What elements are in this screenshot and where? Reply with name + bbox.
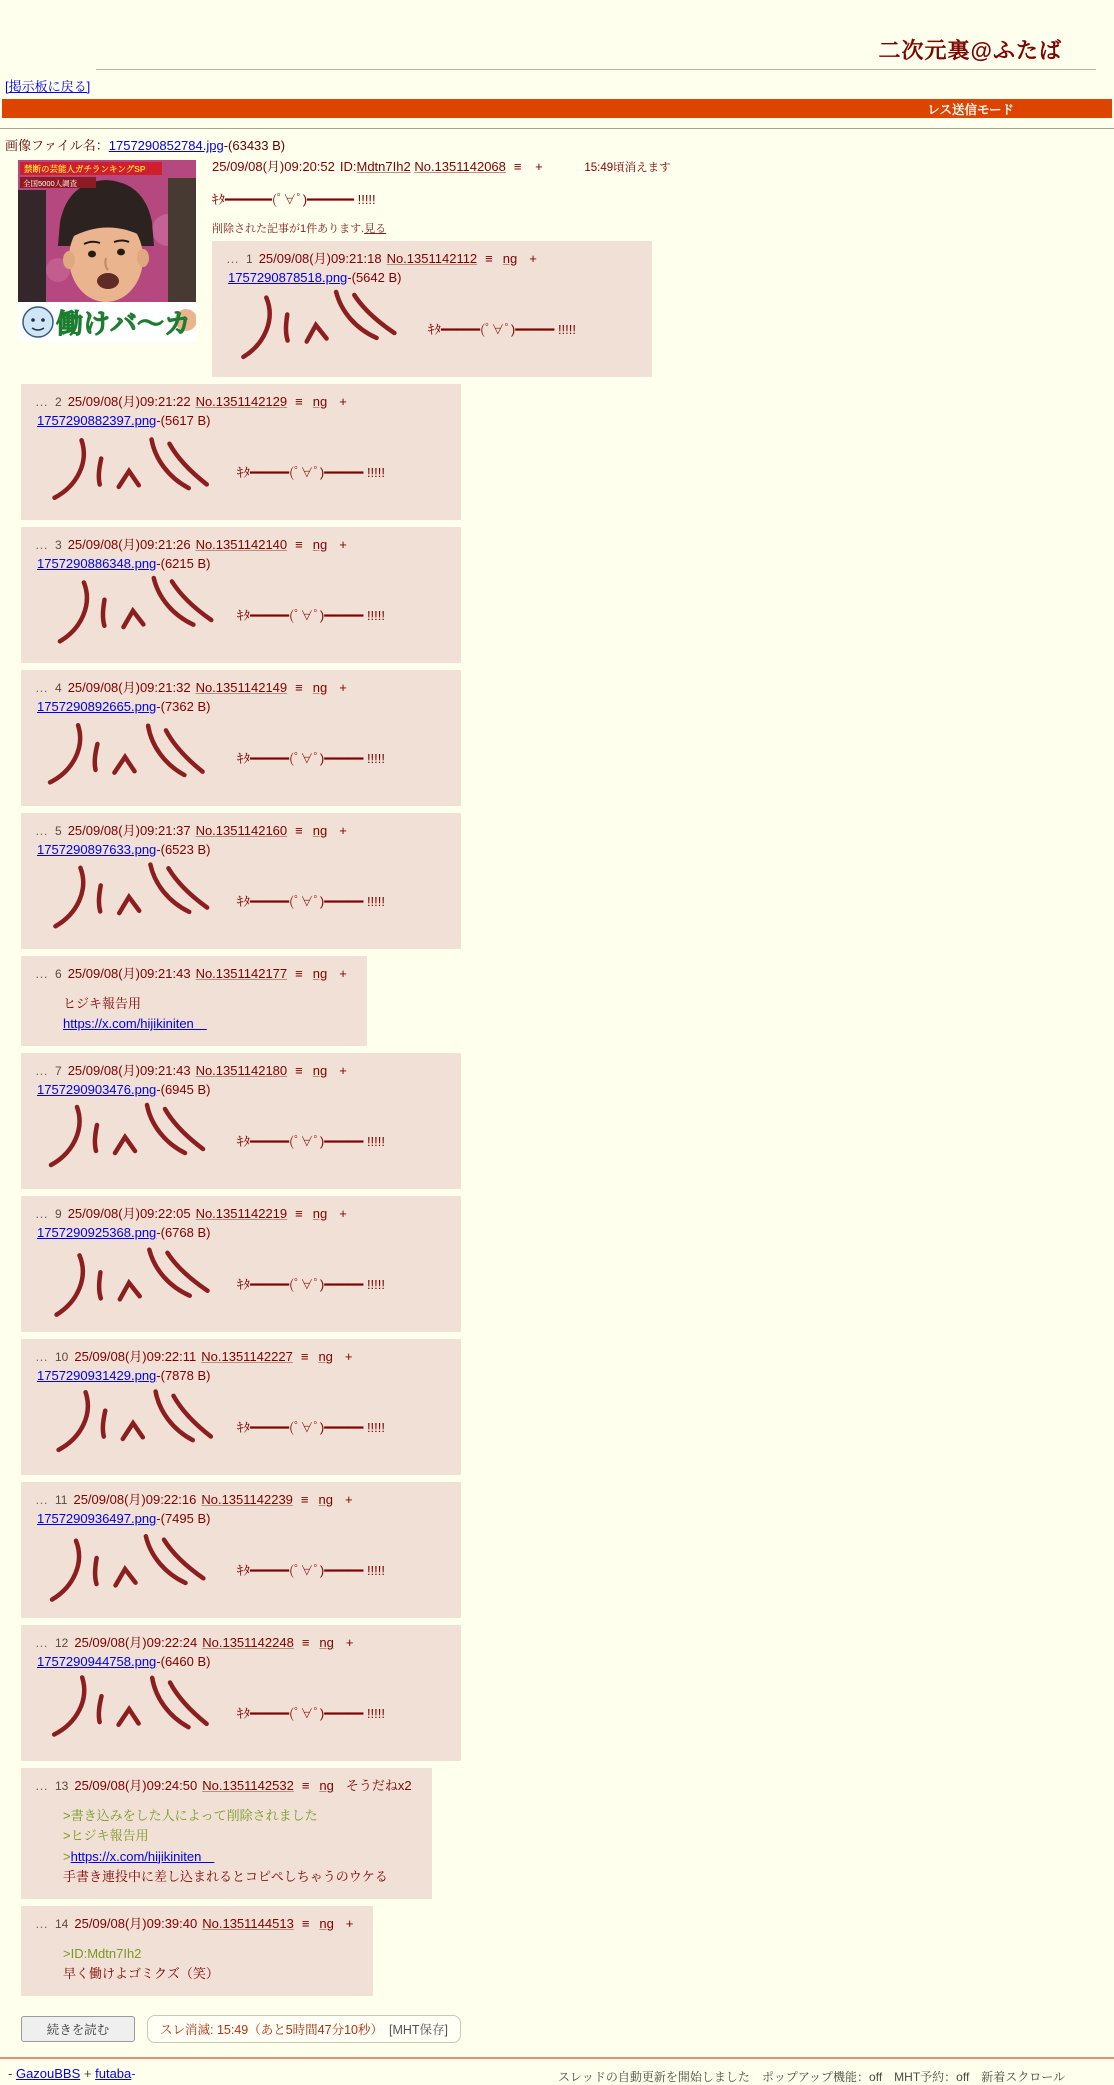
ng-button[interactable]: ng xyxy=(312,1063,328,1079)
sodane-button[interactable]: + xyxy=(345,1635,354,1651)
thumb-banner-text: 禁断の芸能人ガチランキングSP xyxy=(24,164,146,174)
reply-media xyxy=(27,1671,451,1753)
ng-button[interactable]: ng xyxy=(318,1349,333,1365)
ng-button[interactable]: ng xyxy=(312,1206,328,1222)
reply-file-line xyxy=(37,842,451,857)
reply-file-link[interactable]: 1757290944758.png xyxy=(37,1654,157,1670)
sodane-button[interactable]: + xyxy=(339,537,347,552)
reply-post-number[interactable]: No.1351142239 xyxy=(201,1492,293,1508)
ng-button[interactable]: ng xyxy=(319,1915,334,1931)
reply-body xyxy=(63,1944,363,1984)
reply-file-link[interactable]: 1757290897633.png xyxy=(37,842,157,857)
reply-post-header xyxy=(33,1346,451,1365)
reply-body xyxy=(63,1806,422,1887)
reply-file-line xyxy=(37,413,451,428)
post-menu-dots[interactable]: … xyxy=(35,394,48,409)
status-text: スレッドの自動更新を開始しました ポップアップ機能：off MHT予約：off 新着スクロール xyxy=(558,2070,1066,2085)
reply-comment: ｷﾀ━━━━━(ﾟ∀ﾟ)━━━━━ !!!!! xyxy=(237,1562,385,1578)
reply-file-size: -(6945 B) xyxy=(156,1082,211,1098)
reply-post xyxy=(21,1482,461,1618)
reply-post xyxy=(212,241,652,377)
reply-file-link[interactable]: 1757290936497.png xyxy=(37,1511,157,1527)
reply-row xyxy=(21,1768,1114,1899)
reply-post-number[interactable]: No.1351142177 xyxy=(195,966,288,981)
reply-body-line xyxy=(63,1847,422,1867)
reply-comment: ｷﾀ━━━━━(ﾟ∀ﾟ)━━━━━ !!!!! xyxy=(237,1705,385,1721)
reply-file-link[interactable]: 1757290892665.png xyxy=(37,699,157,714)
reply-number: 1 xyxy=(246,252,253,266)
ng-button[interactable]: ng xyxy=(312,537,328,552)
reply-file-line xyxy=(37,1654,451,1669)
bottom-bar xyxy=(0,2063,1114,2085)
reply-datetime: 25/09/08(月)09:22:24 xyxy=(74,1635,198,1651)
sodane-button[interactable]: + xyxy=(339,1206,347,1222)
page-title: 二次元裏@ふたば xyxy=(878,38,1062,63)
post-menu-icon[interactable]: ≡ xyxy=(301,1635,310,1651)
quote-text: >ヒジキ報告用 xyxy=(63,1828,149,1844)
reply-body-line xyxy=(63,1867,422,1887)
op-thumbnail-image xyxy=(18,160,196,342)
reply-number: 10 xyxy=(55,1350,69,1365)
reply-comment: ｷﾀ━━━━━(ﾟ∀ﾟ)━━━━━ !!!!! xyxy=(237,893,385,909)
ng-button[interactable]: ng xyxy=(318,1492,333,1508)
reply-file-line xyxy=(37,556,451,571)
reply-number: 4 xyxy=(55,681,62,695)
sodane-button[interactable]: + xyxy=(339,1063,347,1079)
sodane-button[interactable]: + xyxy=(339,966,347,981)
reply-post xyxy=(21,1196,461,1332)
post-menu-icon[interactable]: ≡ xyxy=(301,1778,310,1794)
body-link[interactable]: https://x.com/hijikiniten xyxy=(63,1016,207,1032)
thread-op xyxy=(5,156,1114,2003)
post-menu-icon[interactable]: ≡ xyxy=(295,966,303,981)
reply-file-line xyxy=(37,1225,451,1240)
reply-row xyxy=(21,1053,1114,1189)
reply-post-number[interactable]: No.1351142112 xyxy=(386,251,478,266)
reply-number: 7 xyxy=(55,1064,62,1079)
futaba-link[interactable]: futaba xyxy=(95,2066,132,2082)
reply-row xyxy=(21,1339,1114,1475)
reply-file-size: -(5617 B) xyxy=(156,413,211,428)
reply-body-line xyxy=(63,994,357,1014)
ng-button[interactable]: ng xyxy=(502,251,518,266)
reply-post-header xyxy=(33,391,451,410)
handdrawn-kita-image[interactable] xyxy=(27,573,225,655)
thread-expire-box xyxy=(147,2015,461,2043)
reply-post xyxy=(21,1625,461,1761)
quote-text: >書き込みをした人によって削除されました xyxy=(63,1808,318,1824)
reply-file-size: -(7362 B) xyxy=(156,699,211,714)
op-file-link[interactable]: 1757290852784.jpg xyxy=(108,138,224,153)
reply-post-header xyxy=(33,677,451,696)
reply-file-size: -(5642 B) xyxy=(347,270,402,285)
reply-post xyxy=(21,527,461,663)
reply-media xyxy=(27,573,451,655)
ng-button[interactable]: ng xyxy=(312,680,328,695)
reply-post-number[interactable]: No.1351142149 xyxy=(195,680,288,695)
op-datetime: 25/09/08(月)09:20:52 xyxy=(212,159,335,174)
reply-file-line xyxy=(228,270,642,285)
mht-save-link[interactable]: [MHT保存] xyxy=(389,2023,449,2038)
op-file-line xyxy=(5,135,1114,154)
reply-file-line xyxy=(37,1082,451,1097)
reply-number: 3 xyxy=(55,538,62,552)
reply-file-link[interactable]: 1757290931429.png xyxy=(37,1368,157,1384)
reply-text: 早く働けよゴミクズ（笑） xyxy=(63,1965,219,1981)
deleted-view-link[interactable]: 見る xyxy=(364,223,387,235)
handdrawn-kita-image[interactable] xyxy=(27,1528,225,1610)
sodane-button[interactable]: + xyxy=(344,1349,353,1365)
reply-post-number[interactable]: No.1351144513 xyxy=(202,1915,294,1931)
post-menu-icon[interactable]: ≡ xyxy=(301,1915,310,1931)
post-menu-icon[interactable]: ≡ xyxy=(295,1063,303,1079)
reply-file-size: -(6768 B) xyxy=(156,1225,211,1241)
post-menu-dots[interactable]: … xyxy=(35,823,48,838)
handdrawn-kita-image[interactable] xyxy=(218,287,416,369)
thumb-banner2-text: 全国5000人調査 xyxy=(23,179,78,188)
reply-media xyxy=(27,716,451,798)
file-label: 画像ファイル名： xyxy=(5,138,109,153)
op-post-number[interactable]: No.1351142068 xyxy=(414,159,506,174)
reply-file-link[interactable]: 1757290925368.png xyxy=(37,1225,157,1241)
post-menu-icon[interactable]: ≡ xyxy=(300,1349,309,1365)
reply-comment: ｷﾀ━━━━━(ﾟ∀ﾟ)━━━━━ !!!!! xyxy=(237,607,385,623)
post-menu-icon[interactable]: ≡ xyxy=(295,680,303,695)
header-divider xyxy=(0,128,1114,129)
reply-file-link[interactable]: 1757290903476.png xyxy=(37,1082,157,1098)
reply-number: 11 xyxy=(55,1493,68,1508)
reply-number: 14 xyxy=(55,1916,69,1931)
reply-comment: ｷﾀ━━━━━(ﾟ∀ﾟ)━━━━━ !!!!! xyxy=(237,1419,385,1435)
reply-row xyxy=(21,1482,1114,1618)
ng-button[interactable]: ng xyxy=(319,1778,334,1794)
reply-row xyxy=(21,1196,1114,1332)
reply-datetime: 25/09/08(月)09:21:26 xyxy=(67,537,191,552)
reply-post-header xyxy=(224,248,642,267)
reply-post-number[interactable]: No.1351142248 xyxy=(202,1635,294,1651)
reply-post-number[interactable]: No.1351142129 xyxy=(195,394,288,409)
reply-file-size: -(6460 B) xyxy=(156,1654,211,1670)
reply-datetime: 25/09/08(月)09:21:43 xyxy=(67,966,191,981)
plus-separator: + xyxy=(80,2066,96,2082)
reply-mode-label: レス送信モード xyxy=(927,103,1014,117)
post-menu-dots[interactable]: … xyxy=(35,1349,48,1365)
reply-comment: ｷﾀ━━━━━(ﾟ∀ﾟ)━━━━━ !!!!! xyxy=(237,750,385,766)
dash-text: - xyxy=(8,2066,16,2082)
thread-expire-text: スレ消滅: 15:49（あと5時間47分10秒） xyxy=(160,2023,383,2038)
reply-comment: ｷﾀ━━━━━(ﾟ∀ﾟ)━━━━━ !!!!! xyxy=(237,1133,385,1149)
reply-number: 9 xyxy=(55,1207,62,1222)
reply-post-header xyxy=(33,1489,451,1508)
reply-post xyxy=(21,813,461,949)
post-menu-dots[interactable]: … xyxy=(35,966,48,981)
post-menu-icon[interactable]: ≡ xyxy=(295,537,303,552)
sodane-button[interactable]: + xyxy=(344,1492,353,1508)
sodane-button[interactable]: + xyxy=(345,1915,354,1931)
reply-number: 6 xyxy=(55,967,62,981)
reply-datetime: 25/09/08(月)09:24:50 xyxy=(74,1778,198,1794)
reply-file-line xyxy=(37,1368,451,1383)
reply-row xyxy=(21,956,1114,1046)
op-file-size: -(63433 B) xyxy=(223,138,286,153)
reply-media xyxy=(27,1242,451,1324)
ng-button[interactable]: ng xyxy=(312,966,328,981)
reply-post-header xyxy=(33,1203,451,1222)
ng-button[interactable]: ng xyxy=(312,394,328,409)
handdrawn-kita-image[interactable] xyxy=(27,1671,225,1753)
reply-post-number[interactable]: No.1351142160 xyxy=(195,823,288,838)
reply-file-size: -(7878 B) xyxy=(156,1368,211,1384)
post-menu-icon[interactable]: ≡ xyxy=(295,1206,303,1222)
gazoubbs-link[interactable]: GazouBBS xyxy=(15,2066,81,2082)
reply-row xyxy=(21,527,1114,663)
reply-datetime: 25/09/08(月)09:39:40 xyxy=(74,1915,198,1931)
post-menu-dots[interactable]: … xyxy=(226,251,239,266)
reply-row xyxy=(21,1906,1114,1996)
reply-post xyxy=(21,1053,461,1189)
reply-row xyxy=(21,1625,1114,1761)
post-menu-dots[interactable]: … xyxy=(35,680,48,695)
reply-datetime: 25/09/08(月)09:21:18 xyxy=(258,251,382,266)
reply-datetime: 25/09/08(月)09:21:32 xyxy=(67,680,191,695)
post-menu-dots[interactable]: … xyxy=(35,1635,48,1651)
reply-body-line xyxy=(63,1014,357,1034)
reply-text: 手書き連投中に差し込まれるとコピペしちゃうのウケる xyxy=(63,1868,388,1884)
reply-media xyxy=(27,1099,451,1181)
sodane-button[interactable]: そうだねx2 xyxy=(345,1778,412,1794)
reply-file-link[interactable]: 1757290882397.png xyxy=(37,413,157,428)
op-id-label: ID: xyxy=(339,159,357,174)
reply-post-header xyxy=(33,1632,451,1651)
sodane-button[interactable]: + xyxy=(535,159,543,174)
post-menu-icon[interactable]: ≡ xyxy=(295,394,303,409)
title-divider xyxy=(96,69,1096,70)
footer-divider xyxy=(0,2057,1114,2059)
reply-datetime: 25/09/08(月)09:22:11 xyxy=(74,1349,197,1365)
reply-file-size: -(7495 B) xyxy=(156,1511,211,1527)
reply-post-header xyxy=(33,1060,451,1079)
sodane-button[interactable]: + xyxy=(339,680,347,695)
thumb-caption-text: 働けバ〜カ xyxy=(56,309,191,339)
ng-button[interactable]: ng xyxy=(319,1635,334,1651)
ng-button[interactable]: ng xyxy=(312,823,328,838)
reply-body-line xyxy=(63,1944,363,1964)
post-menu-icon[interactable]: ≡ xyxy=(295,823,303,838)
reply-file-line xyxy=(37,699,451,714)
reply-datetime: 25/09/08(月)09:21:43 xyxy=(67,1063,191,1079)
reply-media xyxy=(27,1528,451,1610)
reply-comment: ｷﾀ━━━━━(ﾟ∀ﾟ)━━━━━ !!!!! xyxy=(237,1276,385,1292)
reply-post xyxy=(21,384,461,520)
reply-datetime: 25/09/08(月)09:22:05 xyxy=(67,1206,191,1222)
op-id-value[interactable]: Mdtn7Ih2 xyxy=(356,159,411,174)
reply-post xyxy=(21,670,461,806)
reply-post-number[interactable]: No.1351142140 xyxy=(195,537,288,552)
reply-datetime: 25/09/08(月)09:21:22 xyxy=(67,394,191,409)
reply-post-number[interactable]: No.1351142532 xyxy=(202,1778,294,1794)
reply-number: 13 xyxy=(55,1779,69,1794)
reply-file-line xyxy=(37,1511,451,1526)
reply-datetime: 25/09/08(月)09:22:16 xyxy=(73,1492,197,1508)
deleted-notice-text: 削除された記事が1件あります. xyxy=(212,223,365,235)
sodane-button[interactable]: + xyxy=(339,823,347,838)
post-menu-icon[interactable]: ≡ xyxy=(300,1492,309,1508)
reply-post xyxy=(21,956,367,1046)
reply-body-line xyxy=(63,1826,422,1846)
reply-media xyxy=(27,859,451,941)
reply-text: ヒジキ報告用 xyxy=(63,996,142,1011)
sodane-button[interactable]: + xyxy=(529,251,537,266)
op-expire-text: 15:49頃消えます xyxy=(584,162,671,174)
reply-body-line xyxy=(63,1964,363,1984)
op-comment: ｷﾀ━━━━━━(ﾟ∀ﾟ)━━━━━━ !!!!! xyxy=(212,192,376,207)
back-to-board-link[interactable]: [掲示板に戻る] xyxy=(5,79,91,94)
reply-comment: ｷﾀ━━━━━(ﾟ∀ﾟ)━━━━━ !!!!! xyxy=(237,464,385,480)
reply-row xyxy=(21,670,1114,806)
bottom-links xyxy=(8,2066,136,2081)
reply-post-number[interactable]: No.1351142227 xyxy=(201,1349,293,1365)
post-menu-icon[interactable]: ≡ xyxy=(513,159,522,174)
reply-body-line xyxy=(63,1806,422,1826)
reply-post-header xyxy=(33,1775,422,1794)
post-menu-dots[interactable]: … xyxy=(35,537,48,552)
reply-body xyxy=(63,994,357,1034)
post-menu-dots[interactable]: … xyxy=(35,1063,48,1079)
reply-post-header xyxy=(33,1913,363,1932)
post-menu-dots[interactable]: … xyxy=(35,1206,48,1222)
sodane-button[interactable]: + xyxy=(339,394,347,409)
reply-datetime: 25/09/08(月)09:21:37 xyxy=(67,823,191,838)
post-menu-dots[interactable]: … xyxy=(35,1492,48,1508)
reply-post xyxy=(21,1906,373,1996)
reply-post xyxy=(21,1768,432,1899)
post-menu-icon[interactable]: ≡ xyxy=(485,251,493,266)
body-link[interactable]: https://x.com/hijikiniten xyxy=(70,1848,215,1864)
handdrawn-kita-image[interactable] xyxy=(27,430,225,512)
read-more-button[interactable]: 続きを読む xyxy=(21,2016,135,2042)
reply-media xyxy=(27,430,451,512)
quote-text: >ID:Mdtn7Ih2 xyxy=(63,1945,142,1961)
reply-number: 5 xyxy=(55,824,62,838)
post-menu-dots[interactable]: … xyxy=(35,1915,48,1931)
reply-post-header xyxy=(33,963,357,982)
reply-media xyxy=(27,1385,451,1467)
reply-file-size: -(6215 B) xyxy=(156,556,211,571)
handdrawn-kita-image[interactable] xyxy=(27,1099,225,1181)
reply-post-number[interactable]: No.1351142219 xyxy=(195,1206,288,1222)
reply-file-link[interactable]: 1757290886348.png xyxy=(37,556,157,571)
reply-row xyxy=(21,384,1114,520)
reply-row xyxy=(21,813,1114,949)
reply-post-header xyxy=(33,534,451,553)
op-thumbnail-link[interactable] xyxy=(18,160,196,342)
dash-text-2: - xyxy=(131,2066,136,2082)
reply-post-header xyxy=(33,820,451,839)
handdrawn-kita-image[interactable] xyxy=(27,859,225,941)
reply-mode-bar xyxy=(2,99,1112,118)
reply-post-number[interactable]: No.1351142180 xyxy=(195,1063,288,1079)
handdrawn-kita-image[interactable] xyxy=(27,1242,225,1324)
replies xyxy=(5,241,1114,1996)
reply-number: 2 xyxy=(55,395,62,409)
reply-number: 12 xyxy=(55,1636,69,1651)
reply-post xyxy=(21,1339,461,1475)
footer-row xyxy=(21,2015,1114,2043)
reply-file-size: -(6523 B) xyxy=(156,842,211,857)
handdrawn-kita-image[interactable] xyxy=(27,1385,225,1467)
reply-comment: ｷﾀ━━━━━(ﾟ∀ﾟ)━━━━━ !!!!! xyxy=(428,321,576,337)
post-menu-dots[interactable]: … xyxy=(35,1778,48,1794)
reply-file-link[interactable]: 1757290878518.png xyxy=(228,270,348,285)
handdrawn-kita-image[interactable] xyxy=(27,716,225,798)
reply-media xyxy=(218,287,642,369)
quote-text: > xyxy=(63,1848,71,1864)
